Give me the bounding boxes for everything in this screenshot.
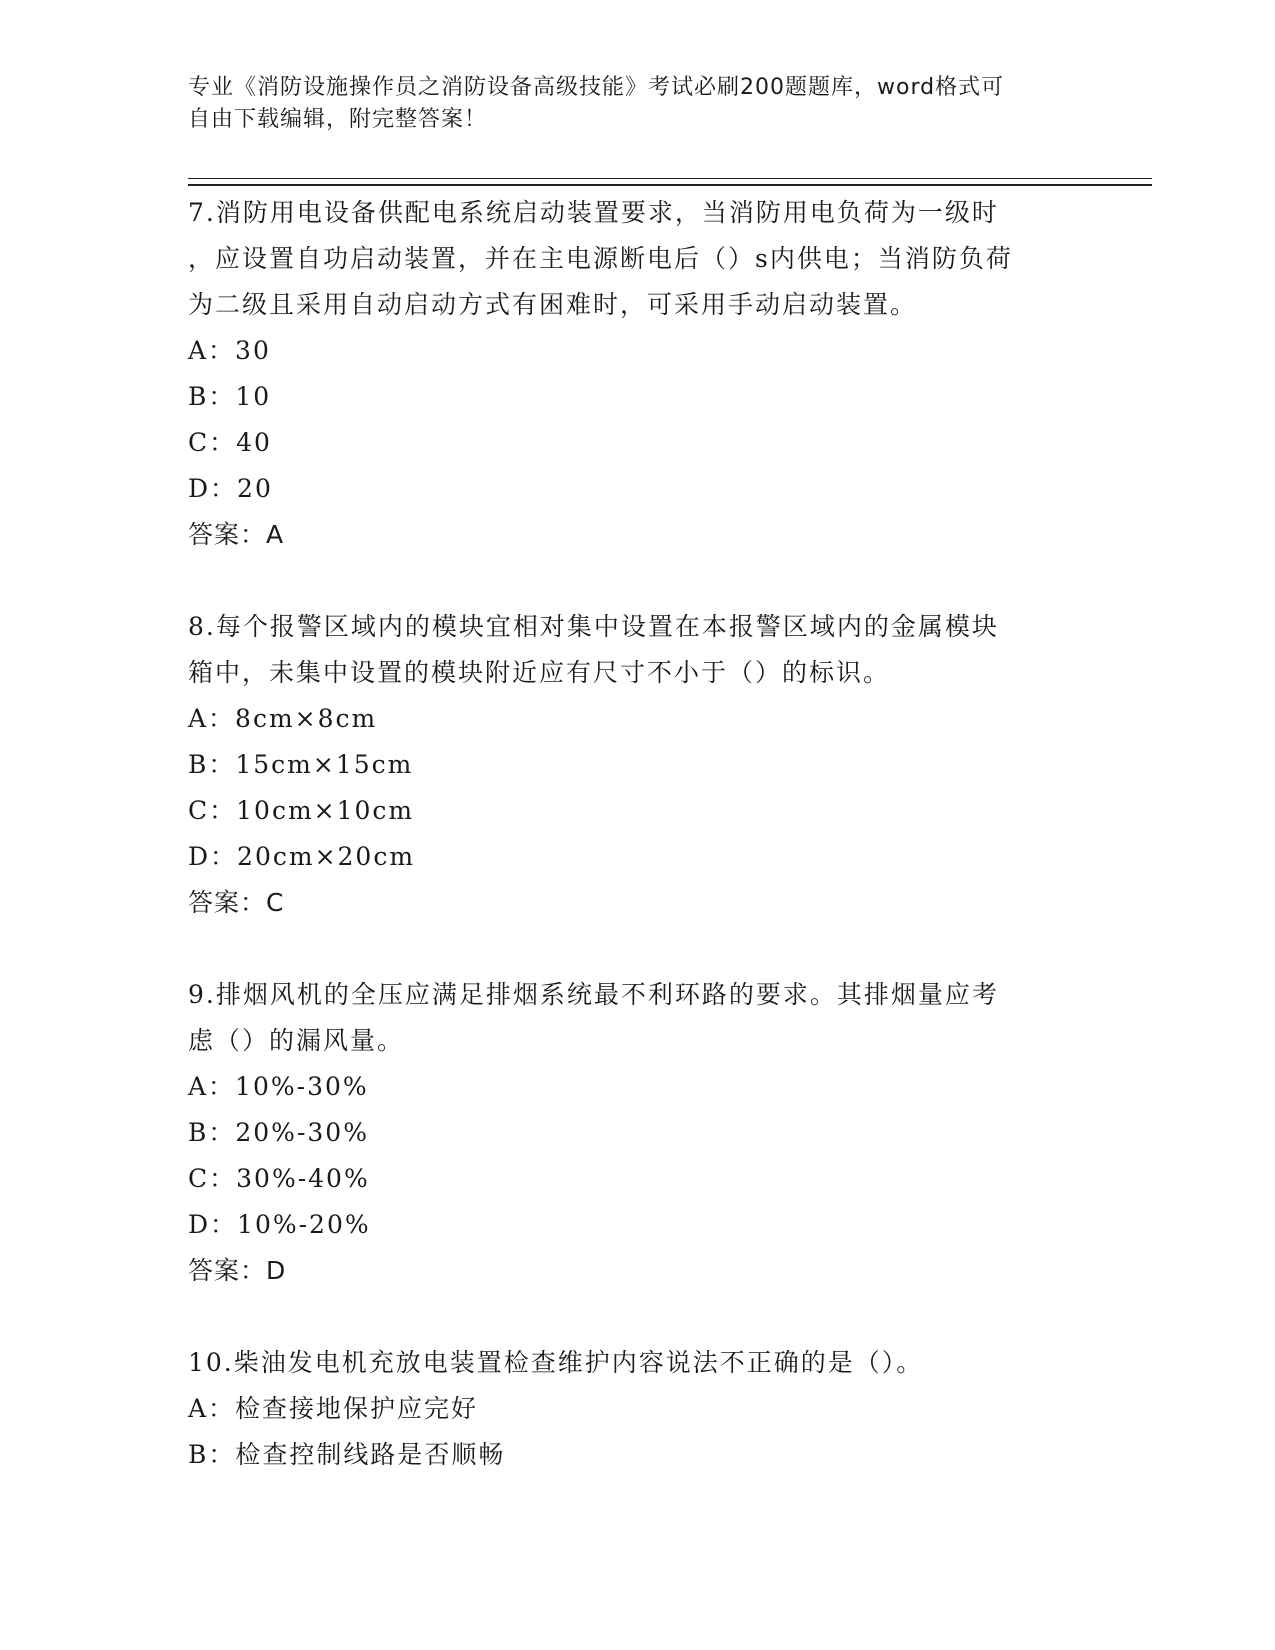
option-a: A：10%-30% [188,1072,369,1101]
option-a: A：30 [188,336,271,365]
spacer [188,1294,1088,1340]
option-b: B：10 [188,382,272,411]
question-text [188,1340,1078,1386]
option-b: B：检查控制线路是否顺畅 [188,1440,506,1469]
option-c: C：30%-40% [188,1164,370,1193]
question-9 [188,972,1088,1294]
header-divider-thin [188,178,1152,179]
spacer [188,926,1088,972]
option-c: C：10cm×10cm [188,796,415,825]
question-line: 10.柴油发电机充放电装置检查维护内容说法不正确的是（）。 [188,1348,924,1377]
question-list [188,190,1088,1478]
header-line-2: 自由下载编辑，附完整答案！ [188,107,488,132]
question-7 [188,190,1088,558]
question-line: 为二级且采用自动启动方式有困难时，可采用手动启动装置。 [188,290,918,319]
question-line: 虑（）的漏风量。 [188,1026,405,1055]
option-c: C：40 [188,428,272,457]
question-line: 8.每个报警区域内的模块宜相对集中设置在本报警区域内的金属模块 [188,612,999,641]
option-a: A：检查接地保护应完好 [188,1394,479,1423]
option-a: A：8cm×8cm [188,704,378,733]
question-text [188,972,1078,1064]
option-b: B：15cm×15cm [188,750,414,779]
header-line-1: 专业《消防设施操作员之消防设备高级技能》考试必刷200题题库，word格式可 [188,75,1005,100]
answer: 答案：A [188,520,285,549]
answer: 答案：D [188,1256,287,1285]
question-line: 箱中，未集中设置的模块附近应有尺寸不小于（）的标识。 [188,658,891,687]
header-divider-thick [188,184,1152,186]
question-line: ，应设置自功启动装置，并在主电源断电后（）s内供电；当消防负荷 [188,244,1013,273]
question-line: 7.消防用电设备供配电系统启动装置要求，当消防用电负荷为一级时 [188,198,999,227]
question-text [188,604,1078,696]
option-d: D：20cm×20cm [188,842,416,871]
question-10 [188,1340,1088,1478]
question-line: 9.排烟风机的全压应满足排烟系统最不利环路的要求。其排烟量应考 [188,980,999,1009]
answer: 答案：C [188,888,285,917]
option-d: D：10%-20% [188,1210,371,1239]
option-d: D：20 [188,474,273,503]
question-8 [188,604,1088,926]
spacer [188,558,1088,604]
option-b: B：20%-30% [188,1118,369,1147]
document-header [188,72,1088,136]
question-text [188,190,1078,328]
